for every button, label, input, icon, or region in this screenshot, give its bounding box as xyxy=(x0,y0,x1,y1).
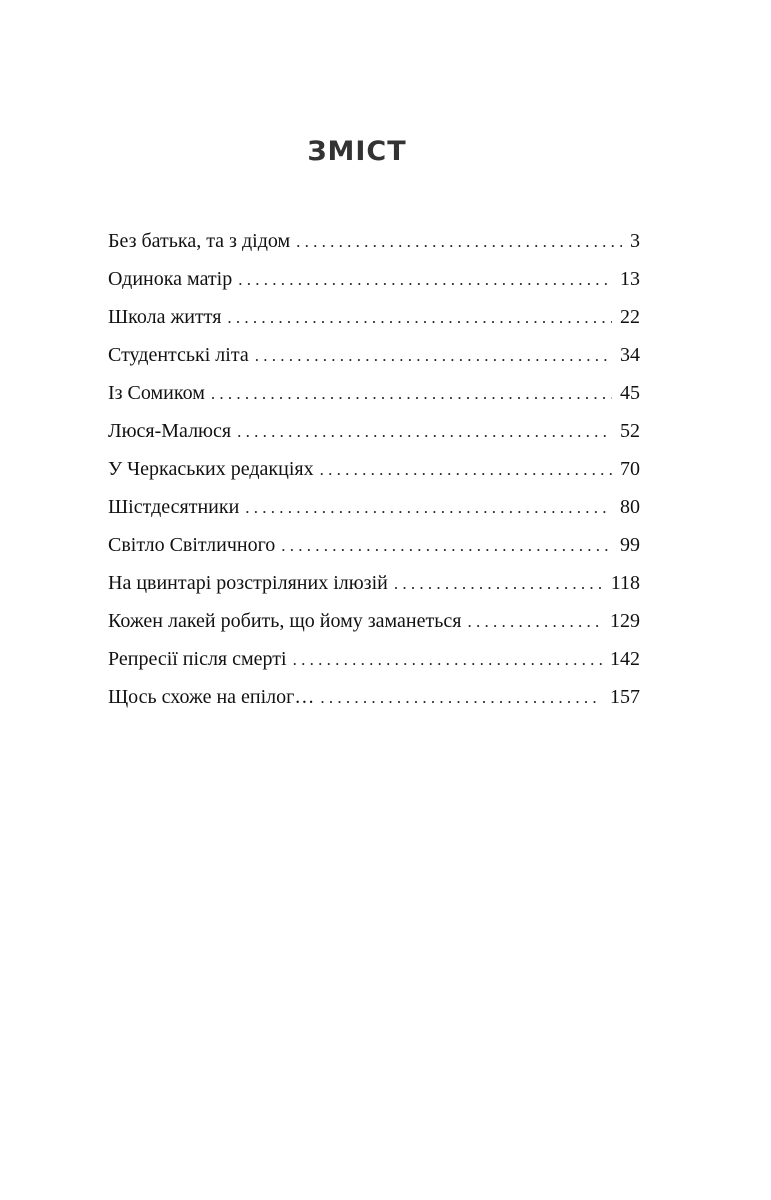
toc-dot-leader xyxy=(281,527,612,565)
toc-dot-leader xyxy=(227,299,612,337)
toc-dot-leader xyxy=(394,565,603,603)
toc-page-number: 70 xyxy=(620,458,640,480)
toc-entry xyxy=(108,412,640,450)
toc-dot-leader xyxy=(255,337,612,375)
toc-dot-leader xyxy=(320,451,612,489)
toc-entry-title: Школа життя xyxy=(108,306,222,328)
toc-dot-leader xyxy=(293,641,602,679)
toc-page-number: 99 xyxy=(620,534,640,556)
toc-entry-title: Репресії після смерті xyxy=(108,648,287,670)
toc-entry-title: Без батька, та з дідом xyxy=(108,230,291,252)
toc-page-number: 157 xyxy=(610,686,640,708)
toc-entry xyxy=(108,640,640,678)
toc-entry xyxy=(108,336,640,374)
toc-entry xyxy=(108,526,640,564)
toc-page-number: 142 xyxy=(610,648,640,670)
toc-entry-title: Шістдесятники xyxy=(108,496,240,518)
toc-dot-leader xyxy=(245,489,612,527)
toc-dot-leader xyxy=(211,375,612,413)
toc-page-number: 129 xyxy=(610,610,640,632)
toc-entry xyxy=(108,298,640,336)
table-of-contents-heading: ЗМІСТ xyxy=(307,136,407,167)
toc-entry-title: Кожен лакей робить, що йому заманеться xyxy=(108,610,462,632)
toc-dot-leader xyxy=(320,679,602,717)
toc-dot-leader xyxy=(467,603,602,641)
toc-entry xyxy=(108,450,640,488)
toc-entry xyxy=(108,260,640,298)
toc-entry xyxy=(108,374,640,412)
toc-entry xyxy=(108,602,640,640)
toc-entry-title: Люся-Малюся xyxy=(108,420,232,442)
toc-entry-title: Студентські літа xyxy=(108,344,249,366)
toc-entry-title: Щось схоже на епілог… xyxy=(108,686,315,708)
toc-page-number: 22 xyxy=(620,306,640,328)
toc-entry xyxy=(108,564,640,602)
toc-page-number: 118 xyxy=(610,572,640,594)
toc-page-number: 52 xyxy=(620,420,640,442)
table-of-contents-list xyxy=(108,222,640,716)
toc-entry xyxy=(108,222,640,260)
toc-dot-leader xyxy=(237,413,612,451)
toc-dot-leader xyxy=(238,261,612,299)
toc-entry xyxy=(108,678,640,716)
toc-page-number: 3 xyxy=(630,230,640,252)
toc-entry-title: Світло Світличного xyxy=(108,534,276,556)
toc-entry-title: У Черкаських редакціях xyxy=(108,458,314,480)
toc-page-number: 45 xyxy=(620,382,640,404)
toc-page-number: 13 xyxy=(620,268,640,290)
toc-entry-title: На цвинтарі розстріляних ілюзій xyxy=(108,572,388,594)
toc-page-number: 80 xyxy=(620,496,640,518)
toc-entry-title: Одинока матір xyxy=(108,268,233,290)
toc-page-number: 34 xyxy=(620,344,640,366)
toc-entry-title: Із Сомиком xyxy=(108,382,205,404)
toc-entry xyxy=(108,488,640,526)
toc-dot-leader xyxy=(296,223,622,261)
